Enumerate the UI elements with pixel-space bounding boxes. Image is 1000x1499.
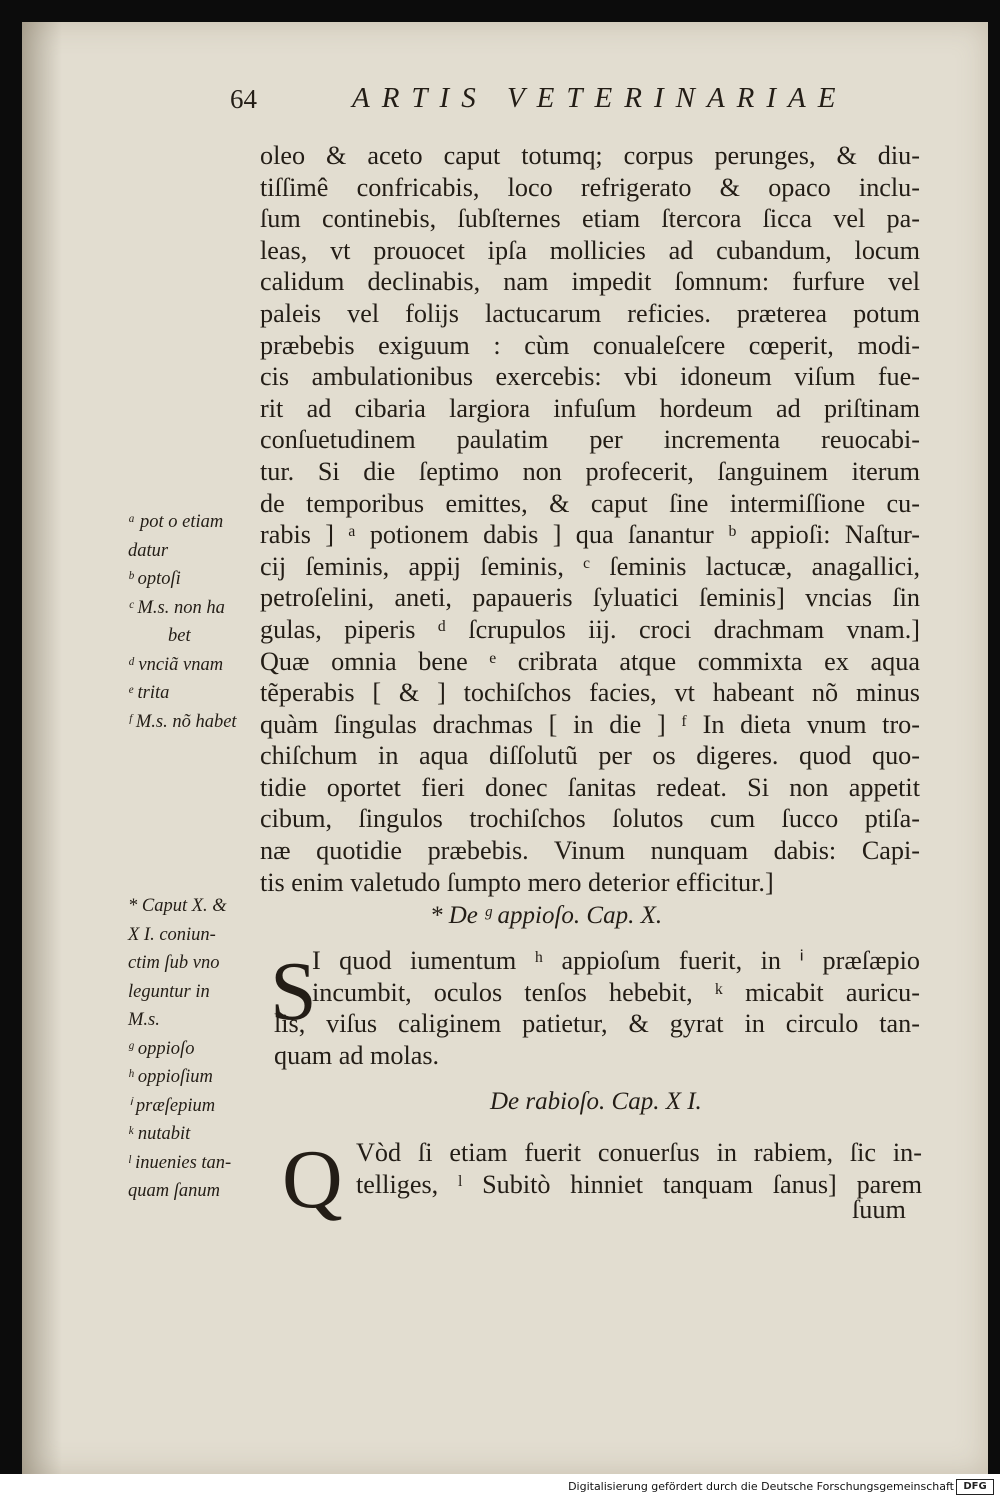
text-line: gulas, piperis ᵈ ſcrupulos iij. croci drachmam vnam.] (260, 614, 920, 644)
text-line: rit ad cibaria largiora infuſum hordeum ad priſtinam (260, 393, 920, 423)
text-line: rabis ] ᵃ potionem dabis ] qua ſanantur ᵇ appioſi: Naſtur- (260, 520, 920, 550)
text-line: petroſelini, aneti, papaueris ſyluatici ſeminis] vncias ſin (260, 583, 920, 613)
text-line: præbebis exiguum : cùm conualeſcere cœperit, modi- (260, 330, 920, 360)
margin-notes-bottom (128, 892, 263, 1206)
text-line: cij ſeminis, appij ſeminis, ᶜ ſeminis lactucæ, anagallici, (260, 551, 920, 581)
text-line: leas, vt prouocet ipſa mollicies ad cubandum, locum (260, 235, 920, 265)
main-text-block (260, 140, 920, 898)
text-line: lis, viſus caliginem patietur, & gyrat in circulo tan- (274, 1009, 920, 1038)
text-line: tis enim valetudo ſumpto mero deterior efficitur.] (260, 867, 774, 897)
text-line: incumbit, oculos tenſos hebebit, ᵏ micabit auricu- (312, 977, 920, 1007)
margin-note: ʰ oppioſium (128, 1067, 213, 1087)
text-line: quam ad molas. (274, 1040, 440, 1070)
text-line: I quod iumentum ʰ appioſum fuerit, in ⁱ præſæpio (312, 946, 920, 975)
chapter-10-heading: * De ᵍ appioſo. Cap. X. (430, 902, 663, 929)
text-line: paleis vel folijs lactucarum reficies. præterea potum (260, 298, 920, 328)
dfg-logo: DFG (956, 1479, 994, 1495)
margin-note: ˡ inuenies tan- (128, 1152, 232, 1173)
chapter-10-dropcap: S (270, 945, 317, 1038)
text-line: tidie oportet fieri donec ſanitas redeat. Si non appetit (260, 772, 920, 802)
text-line: tẽperabis [ & ] tochiſchos facies, vt habeant nõ minus (260, 678, 920, 708)
margin-note: leguntur in (128, 981, 210, 1002)
margin-note: X I. coniun- (128, 924, 216, 945)
footer-credit: Digitalisierung gefördert durch die Deutsche Forschungsgemeinschaft (568, 1480, 954, 1493)
margin-note: ᶠ M.s. nõ habet (128, 711, 237, 732)
margin-note: ᵉ trita (128, 683, 170, 703)
text-line: calidum declinabis, nam impedit ſomnum: furfure vel (260, 267, 920, 297)
text-line: chiſchum in aqua diſſolutũ per os digeres. quod quo- (260, 741, 920, 771)
text-line: tur. Si die ſeptimo non profecerit, ſanguinem iterum (260, 456, 920, 486)
text-line: cibum, ſingulos trochiſchos ſolutos cum ſucco ptiſa- (260, 804, 920, 834)
text-line: ſum continebis, ſubſternes etiam ſtercora ſicca vel pa- (260, 204, 920, 234)
page-header (230, 82, 930, 126)
margin-note: M.s. (128, 1010, 160, 1030)
margin-note: ᵃ pot o etiam (128, 512, 224, 532)
catchword: ſuum (852, 1195, 906, 1224)
chapter-11-paragraph (356, 1137, 922, 1200)
text-line: de temporibus emittes, & caput ſine intermiſſione cu- (260, 488, 920, 518)
margin-note: ᵈ vnciã vnam (128, 654, 224, 675)
margin-note: ᵇ optoſi (128, 569, 181, 589)
text-line: Quæ omnia bene ᵉ cribrata atque commixta ex aqua (260, 646, 920, 676)
margin-note: bet (168, 626, 191, 646)
margin-note: ⁱ præſepium (128, 1095, 216, 1116)
margin-note: * Caput X. & (128, 896, 227, 916)
text-line: tiſſimê confricabis, loco refrigerato & opaco inclu- (260, 172, 920, 202)
chapter-11-dropcap: Q (282, 1133, 343, 1226)
footer-bar (0, 1474, 1000, 1499)
text-line: Vòd ſi etiam fuerit conuerſus in rabiem, ſic in- (356, 1138, 922, 1167)
margin-note: ctim ſub vno (128, 953, 220, 973)
margin-note: ᵏ nutabit (128, 1124, 191, 1144)
text-line: quàm ſingulas drachmas [ in die ] ᶠ In dieta vnum tro- (260, 709, 920, 739)
margin-notes-top (128, 508, 263, 736)
margin-note: ᶜ M.s. non ha (128, 597, 225, 618)
text-line: conſuetudinem paulatim per incrementa reuocabi- (260, 425, 920, 455)
chapter-10-paragraph-cont (274, 1008, 920, 1071)
text-line: oleo & aceto caput totumq; corpus perunges, & diu- (260, 141, 920, 170)
margin-note: ᵍ oppioſo (128, 1038, 195, 1059)
spine-shadow (22, 22, 62, 1474)
page-number: 64 (230, 84, 257, 114)
text-line: cis ambulationibus exercebis: vbi idoneum viſum fue- (260, 362, 920, 392)
margin-note: datur (128, 540, 169, 561)
text-line: næ quotidie præbebis. Vinum nunquam dabis: Capi- (260, 836, 920, 866)
text-line: telliges, ˡ Subitò hinniet tanquam ſanus] parem (356, 1169, 922, 1199)
chapter-10-paragraph (312, 945, 920, 1008)
running-title: ARTIS VETERINARIAE (352, 82, 848, 114)
chapter-11-heading: De rabioſo. Cap. X I. (490, 1088, 702, 1115)
margin-note: quam ſanum (128, 1181, 220, 1201)
